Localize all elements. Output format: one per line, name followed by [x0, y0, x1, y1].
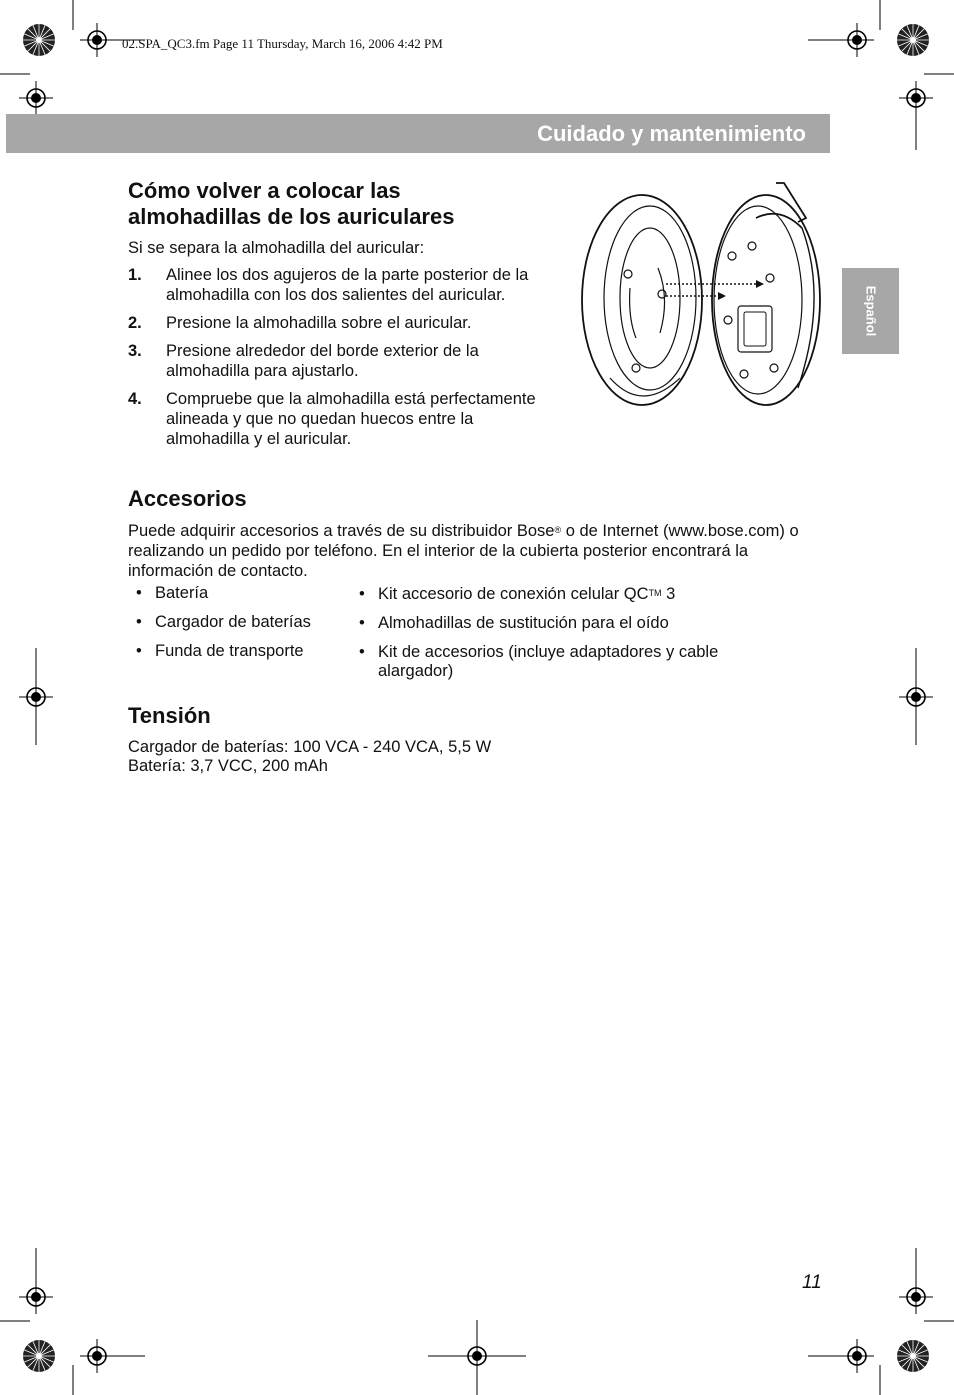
step-text: Alinee los dos agujeros de la parte posterior de la almohadilla con los dos salientes del auricular.	[166, 266, 529, 304]
step-number: 3.	[128, 342, 142, 360]
accessories-intro-a: Puede adquirir accesorios a través de su distribuidor Bose	[128, 522, 555, 540]
qc-kit-text-b: 3	[661, 585, 676, 603]
accessories-intro	[128, 521, 808, 581]
list-item: • Cargador de baterías	[128, 613, 348, 632]
step-text: Presione la almohadilla sobre el auricular.	[166, 314, 472, 332]
voltage-line-1: Cargador de baterías: 100 VCA - 240 VCA, 5,5 W	[128, 738, 492, 756]
title-line-1: Cómo volver a colocar las	[128, 178, 401, 203]
accessories-intro-b: o de Internet (www.bose.com) o realizando un pedido por teléfono. En el interior de la cubierta posterior encontrará la información de contacto.	[128, 522, 799, 580]
section-title-voltage: Tensión	[128, 703, 211, 728]
step-number: 1.	[128, 266, 142, 284]
list-item: • Almohadillas de sustitución para el oído	[351, 614, 791, 633]
list-item: • Batería	[128, 584, 348, 603]
list-item: • Kit de accesorios (incluye adaptadores y cable alargador)	[351, 643, 791, 681]
accessories-list-left	[128, 584, 348, 661]
banner-title: Cuidado y mantenimiento	[537, 121, 806, 146]
section-title-earcushion	[128, 178, 568, 230]
step-item	[128, 389, 548, 449]
earcushion-illustration	[570, 178, 830, 410]
step-item	[128, 341, 548, 381]
trademark: TM	[648, 588, 662, 598]
title-line-2: almohadillas de los auriculares	[128, 204, 455, 229]
step-text: Compruebe que la almohadilla está perfectamente alineada y que no quedan huecos entre la almohadilla y el auricular.	[166, 390, 536, 448]
page-number: 11	[802, 1272, 822, 1293]
step-item	[128, 265, 548, 305]
list-item: • Funda de transporte	[128, 642, 348, 661]
voltage-line-2: Batería: 3,7 VCC, 200 mAh	[128, 757, 328, 775]
earcushion-steps	[128, 265, 548, 457]
registered-mark: ®	[554, 525, 562, 535]
earcushion-intro: Si se separa la almohadilla del auricular:	[128, 239, 425, 257]
accessories-list-right	[351, 585, 791, 681]
step-text: Presione alrededor del borde exterior de la almohadilla para ajustarlo.	[166, 342, 479, 380]
step-item	[128, 313, 548, 333]
language-tab	[842, 268, 899, 354]
language-tab-label: Español	[863, 285, 878, 337]
step-number: 4.	[128, 390, 142, 408]
section-earcushion	[128, 178, 568, 230]
step-number: 2.	[128, 314, 142, 332]
file-slug: 02.SPA_QC3.fm Page 11 Thursday, March 16, 2006 4:42 PM	[122, 36, 443, 51]
qc-kit-text-a: Kit accesorio de conexión celular QC	[378, 585, 649, 603]
list-item	[351, 585, 791, 604]
section-banner	[6, 114, 830, 153]
section-title-accessories: Accesorios	[128, 486, 247, 511]
